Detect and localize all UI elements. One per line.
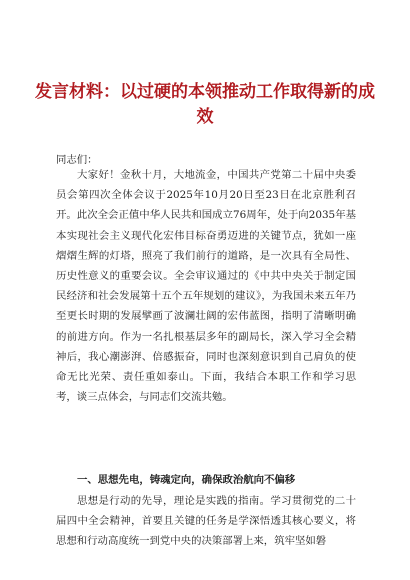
paragraph: 大家好！金秋十月，大地流金，中国共产党第二十届中央委员会第四次全体会议于2025年10月20日至23日在北京胜利召开。此次全会正值中华人民共和国成立76周年，处于向2035年基本实现社会主义现代化宏伟目标奋勇迈进的关键节点，犹如一座熠熠生辉的灯塔，照亮了我们前行的道路，是一次具有全局性、历史性意义的重要会议。全会审议通过的《中共中央关于制定国民经济和社会发展第十五个五年规划的建议》，为我国未来五年乃至更长时期的发展擘画了波澜壮阔的宏伟蓝图，指明了清晰明确的前进方向。作为一名扎根基层多年的副局长，深入学习全会精神后，我心潮澎湃、倍感振奋，同时也深刻意识到自己肩负的使命无比光荣、责任重如泰山。下面，我结合本职工作和学习思考，谈三点体会，与同志们交流共勉。 [56, 169, 356, 404]
document-title: 发言材料：以过硬的本领推动工作取得新的成效 [35, 82, 375, 127]
paragraph: 思想是行动的先导，理论是实践的指南。学习贯彻党的二十届四中全会精神，首要且关键的任务是学深悟透其核心要义，将思想和行动高度统一到党中央的决策部署上来，筑牢坚如磐 [56, 495, 356, 548]
salutation: 同志们： [56, 154, 98, 166]
section-heading: 一、思想先电，铸魂定向，确保政治航向不偏移 [77, 474, 296, 486]
